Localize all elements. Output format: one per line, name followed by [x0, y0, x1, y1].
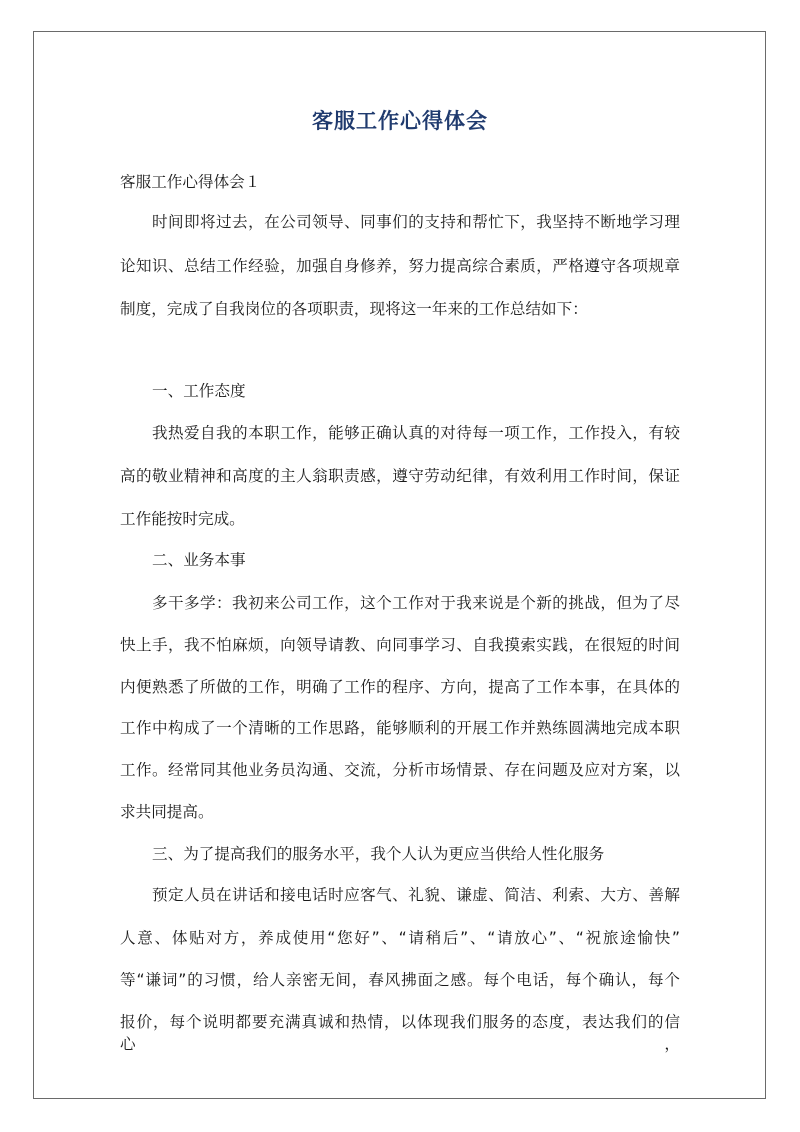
paragraph-line: 我热爱自我的本职工作，能够正确认真的对待每一项工作，工作投入，有较	[152, 424, 680, 442]
section-heading: 一、工作态度	[152, 382, 246, 400]
paragraph-line: 报价，每个说明都要充满真诚和热情，以体现我们服务的态度，表达我们的信心，	[120, 1013, 680, 1053]
section-heading: 三、为了提高我们的服务水平，我个人认为更应当供给人性化服务	[152, 845, 605, 863]
paragraph-line: 等“谦词”的习惯，给人亲密无间，春风拂面之感。每个电话，每个确认，每个	[120, 971, 680, 989]
paragraph-line: 高的敬业精神和高度的主人翁职责感，遵守劳动纪律，有效利用工作时间，保证	[120, 467, 680, 485]
section-subtitle: 客服工作心得体会１	[120, 173, 261, 191]
section-heading: 二、业务本事	[152, 551, 246, 569]
paragraph-line: 内便熟悉了所做的工作，明确了工作的程序、方向，提高了工作本事，在具体的	[120, 678, 680, 696]
paragraph-line: 人意、体贴对方，养成使用“您好”、“请稍后”、“请放心”、“祝旅途愉快”	[120, 929, 680, 947]
paragraph-line: 制度，完成了自我岗位的各项职责，现将这一年来的工作总结如下：	[120, 300, 588, 318]
paragraph-line: 工作。经常同其他业务员沟通、交流，分析市场情景、存在问题及应对方案，以	[120, 761, 680, 779]
paragraph-line: 工作能按时完成。	[120, 510, 245, 528]
document-title: 客服工作心得体会	[312, 109, 488, 133]
paragraph-line: 时间即将过去，在公司领导、同事们的支持和帮忙下，我坚持不断地学习理	[152, 213, 680, 231]
paragraph-line: 工作中构成了一个清晰的工作思路，能够顺利的开展工作并熟练圆满地完成本职	[120, 719, 680, 737]
paragraph-line: 论知识、总结工作经验，加强自身修养，努力提高综合素质，严格遵守各项规章	[120, 257, 680, 275]
paragraph-line: 预定人员在讲话和接电话时应客气、礼貌、谦虚、简洁、利索、大方、善解	[152, 886, 680, 904]
paragraph-line: 多干多学：我初来公司工作，这个工作对于我来说是个新的挑战，但为了尽	[152, 594, 680, 612]
paragraph-line: 求共同提高。	[120, 803, 214, 821]
paragraph-line: 快上手，我不怕麻烦，向领导请教、向同事学习、自我摸索实践，在很短的时间	[120, 636, 680, 654]
